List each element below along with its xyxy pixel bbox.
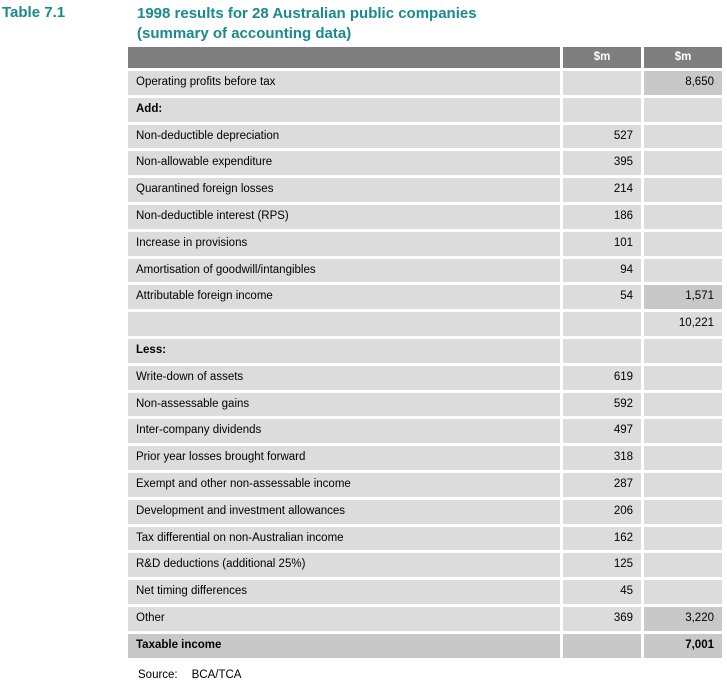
row-col-1 xyxy=(563,71,641,95)
row-col-2 xyxy=(644,151,722,175)
row-col-1: 186 xyxy=(563,205,641,229)
row-col-2 xyxy=(644,178,722,202)
table-title-line-2: (summary of accounting data) xyxy=(137,25,352,42)
section-heading-less: Less: xyxy=(128,339,560,363)
row-col-2 xyxy=(644,339,722,363)
row-col-1: 45 xyxy=(563,580,641,604)
row-label: Development and investment allowances xyxy=(128,500,560,524)
row-label: Attributable foreign income xyxy=(128,285,560,309)
row-col-1: 125 xyxy=(563,553,641,577)
total-label: Taxable income xyxy=(128,634,560,658)
row-col-2: 1,571 xyxy=(644,285,722,309)
row-label: Quarantined foreign losses xyxy=(128,178,560,202)
row-label: Net timing differences xyxy=(128,580,560,604)
table-title xyxy=(137,4,557,44)
row-label: Operating profits before tax xyxy=(128,71,560,95)
row-col-1: 527 xyxy=(563,125,641,149)
row-label: Inter-company dividends xyxy=(128,419,560,443)
row-label: Non-allowable expenditure xyxy=(128,151,560,175)
header-label xyxy=(128,47,560,68)
section-heading-add: Add: xyxy=(128,98,560,122)
row-label xyxy=(128,312,560,336)
row-col-2 xyxy=(644,527,722,551)
row-label: Other xyxy=(128,607,560,631)
row-col-2 xyxy=(644,259,722,283)
table-number: Table 7.1 xyxy=(2,4,66,21)
row-col-2: 3,220 xyxy=(644,607,722,631)
row-col-2 xyxy=(644,366,722,390)
row-col-2 xyxy=(644,580,722,604)
row-col-1: 497 xyxy=(563,419,641,443)
total-col-1 xyxy=(563,634,641,658)
row-label: Increase in provisions xyxy=(128,232,560,256)
row-col-1: 592 xyxy=(563,393,641,417)
row-col-1: 619 xyxy=(563,366,641,390)
row-col-1: 54 xyxy=(563,285,641,309)
row-label: Amortisation of goodwill/intangibles xyxy=(128,259,560,283)
row-col-1: 94 xyxy=(563,259,641,283)
row-col-1 xyxy=(563,339,641,363)
row-col-2 xyxy=(644,232,722,256)
row-label: R&D deductions (additional 25%) xyxy=(128,553,560,577)
header-col-2: $m xyxy=(644,47,722,68)
subtotal-value: 10,221 xyxy=(644,312,722,336)
row-label: Exempt and other non-assessable income xyxy=(128,473,560,497)
source-label: Source: xyxy=(138,669,178,681)
source-value: BCA/TCA xyxy=(191,669,242,681)
row-col-1: 369 xyxy=(563,607,641,631)
row-label: Prior year losses brought forward xyxy=(128,446,560,470)
row-col-1 xyxy=(563,98,641,122)
row-col-2 xyxy=(644,446,722,470)
row-col-2: 8,650 xyxy=(644,71,722,95)
row-label: Write-down of assets xyxy=(128,366,560,390)
row-col-2 xyxy=(644,125,722,149)
row-col-1: 318 xyxy=(563,446,641,470)
row-label: Non-deductible depreciation xyxy=(128,125,560,149)
row-label: Non-assessable gains xyxy=(128,393,560,417)
row-label: Non-deductible interest (RPS) xyxy=(128,205,560,229)
row-col-2 xyxy=(644,205,722,229)
row-col-1: 162 xyxy=(563,527,641,551)
row-col-2 xyxy=(644,473,722,497)
total-value: 7,001 xyxy=(644,634,722,658)
row-col-1: 206 xyxy=(563,500,641,524)
row-col-1 xyxy=(563,312,641,336)
table-title-line-1: 1998 results for 28 Australian public companies xyxy=(137,5,477,22)
row-col-2 xyxy=(644,500,722,524)
row-col-1: 395 xyxy=(563,151,641,175)
row-col-2 xyxy=(644,393,722,417)
source-note xyxy=(138,669,241,681)
accounting-table xyxy=(128,47,723,658)
header-col-1: $m xyxy=(563,47,641,68)
row-col-1: 287 xyxy=(563,473,641,497)
row-col-2 xyxy=(644,98,722,122)
row-col-2 xyxy=(644,553,722,577)
row-col-1: 214 xyxy=(563,178,641,202)
row-label: Tax differential on non-Australian income xyxy=(128,527,560,551)
row-col-1: 101 xyxy=(563,232,641,256)
row-col-2 xyxy=(644,419,722,443)
